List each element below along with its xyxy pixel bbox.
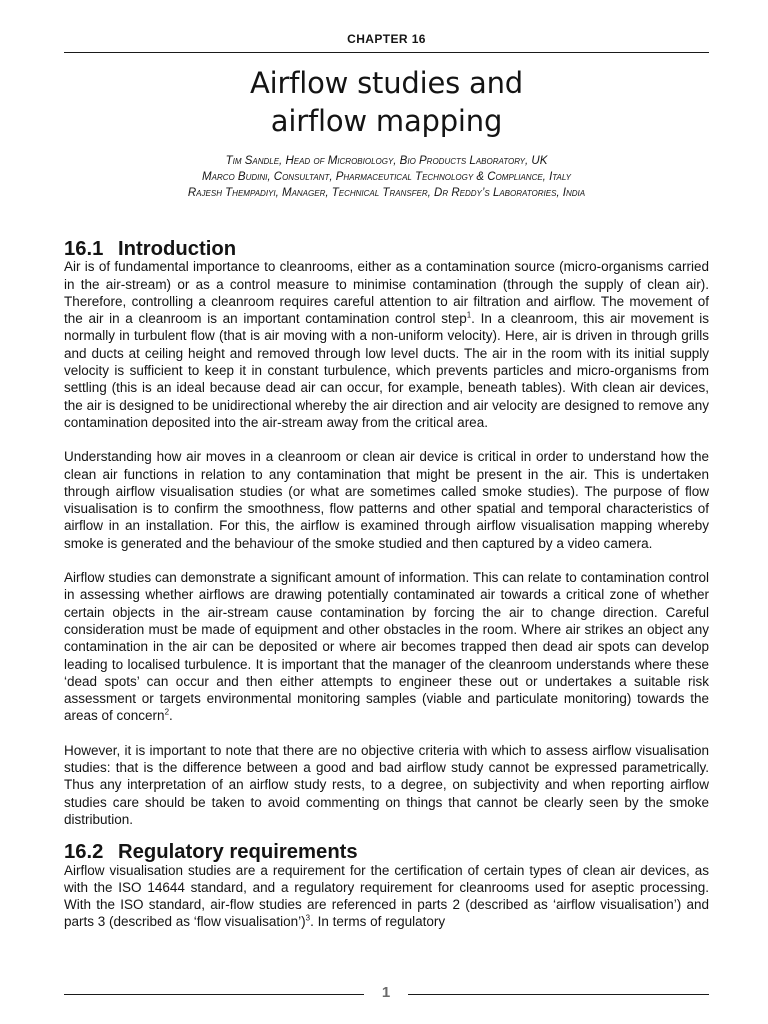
footnote-ref: 3 <box>305 913 311 923</box>
paragraph: Understanding how air moves in a cleanroom or clean air device is critical in order to understand how the clean air functions in relation to any contamination that might be present in the air. This is undertaken through airflow visualisation studies (or what are sometimes called smoke studies). The purpose of flow visualisation is to confirm the smoothness, flow patterns and other spatial and temporal characteristics of airflow in an installation. For this, the airflow is examined through airflow visualisation mapping whereby smoke is generated and the behaviour of the smoke studied and then captured by a video camera. <box>64 449 709 551</box>
title-line-1: Airflow studies and <box>249 66 524 100</box>
chapter-body <box>64 238 709 948</box>
author-line: Rajesh Thempadiyi, Manager, Technical Transfer, Dr Reddy’s Laboratories, India <box>187 187 586 199</box>
author-line: Tim Sandle, Head of Microbiology, Bio Products Laboratory, UK <box>225 155 548 167</box>
section-number: 16.1 <box>64 238 104 260</box>
footer-rule-right <box>408 994 709 995</box>
section-heading-regulatory <box>64 841 709 864</box>
section-heading-introduction <box>64 238 709 260</box>
paragraph: Airflow studies can demonstrate a significant amount of information. This can relate to contamination control in assessing whether airflows are drawing potentially contaminated air towards a critical zone of whether certain objects in the air-stream cause contamination by forcing the air to change direction. Careful consideration must be made of equipment and other obstacles in the room. Where air strikes an object any contamination in the air can be deposited or where air becomes trapped then dead air spots can develop leading to localised turbulence. It is important that the manager of the cleanroom understands where these ‘dead spots’ can occur and then either attempts to engineer these out or undertakes a suitable risk assessment or targets environmental monitoring samples (viable and particulate monitoring) towards the areas of concern$^2$. <box>64 570 709 724</box>
footnote-ref: 1 <box>466 310 472 320</box>
paragraph: Airflow visualisation studies are a requirement for the certification of certain types of clean air devices, as with the ISO 14644 standard, and a regulatory requirement for cleanrooms used for aseptic processing. With the ISO standard, air-flow studies are referenced in parts 2 (described as ‘airflow visualisation’) and parts 3 (described as ‘flow visualisation’)$^3$. In terms of regulatory <box>64 862 709 930</box>
author-line: Marco Budini, Consultant, Pharmaceutical Technology & Compliance, Italy <box>202 171 571 183</box>
title-line-2: airflow mapping <box>270 104 503 138</box>
page-number: 1 <box>381 984 391 1001</box>
footer-rule-left <box>64 994 364 995</box>
chapter-title <box>64 64 709 140</box>
section-number: 16.2 <box>64 841 104 864</box>
section-title: Regulatory requirements <box>118 841 358 864</box>
chapter-label: CHAPTER 16 <box>347 32 426 46</box>
footnote-ref: 2 <box>164 707 170 717</box>
paragraph: However, it is important to note that there are no objective criteria with which to assess airflow visualisation studies: that is the difference between a good and bad airflow study cannot be expressed parametrically. Thus any interpretation of an airflow study rests, to a degree, on subjectivity and when reporting airflow studies care should be taken to avoid commenting on things that cannot be clearly seen by the smoke distribution. <box>64 742 709 827</box>
section-title: Introduction <box>118 238 237 260</box>
author-list <box>64 153 709 201</box>
paragraph: Air is of fundamental importance to cleanrooms, either as a contamination source (micro-organisms carried in the air-stream) or as a control measure to minimise contamination (through the supply of clean air). Therefore, controlling a cleanroom requires careful attention to air filtration and airflow. The movement of the air in a cleanroom is an important contamination control step$^1$. In a cleanroom, this air movement is normally in turbulent flow (that is air moving with a non-uniform velocity). Here, air is driven in through grills and ducts at ceiling height and removed through low level ducts. The air in the room with its initial supply velocity is sufficient to keep it in constant turbulence, which prevents particles and micro-organisms from settling (this is an ideal because dead air can occur, for example, beneath tables). With clean air devices, the air is designed to be unidirectional whereby the air direction and air velocity are designed to remove any contamination deposited into the air-stream away from the critical area. <box>64 259 709 430</box>
header-rule <box>64 52 709 53</box>
